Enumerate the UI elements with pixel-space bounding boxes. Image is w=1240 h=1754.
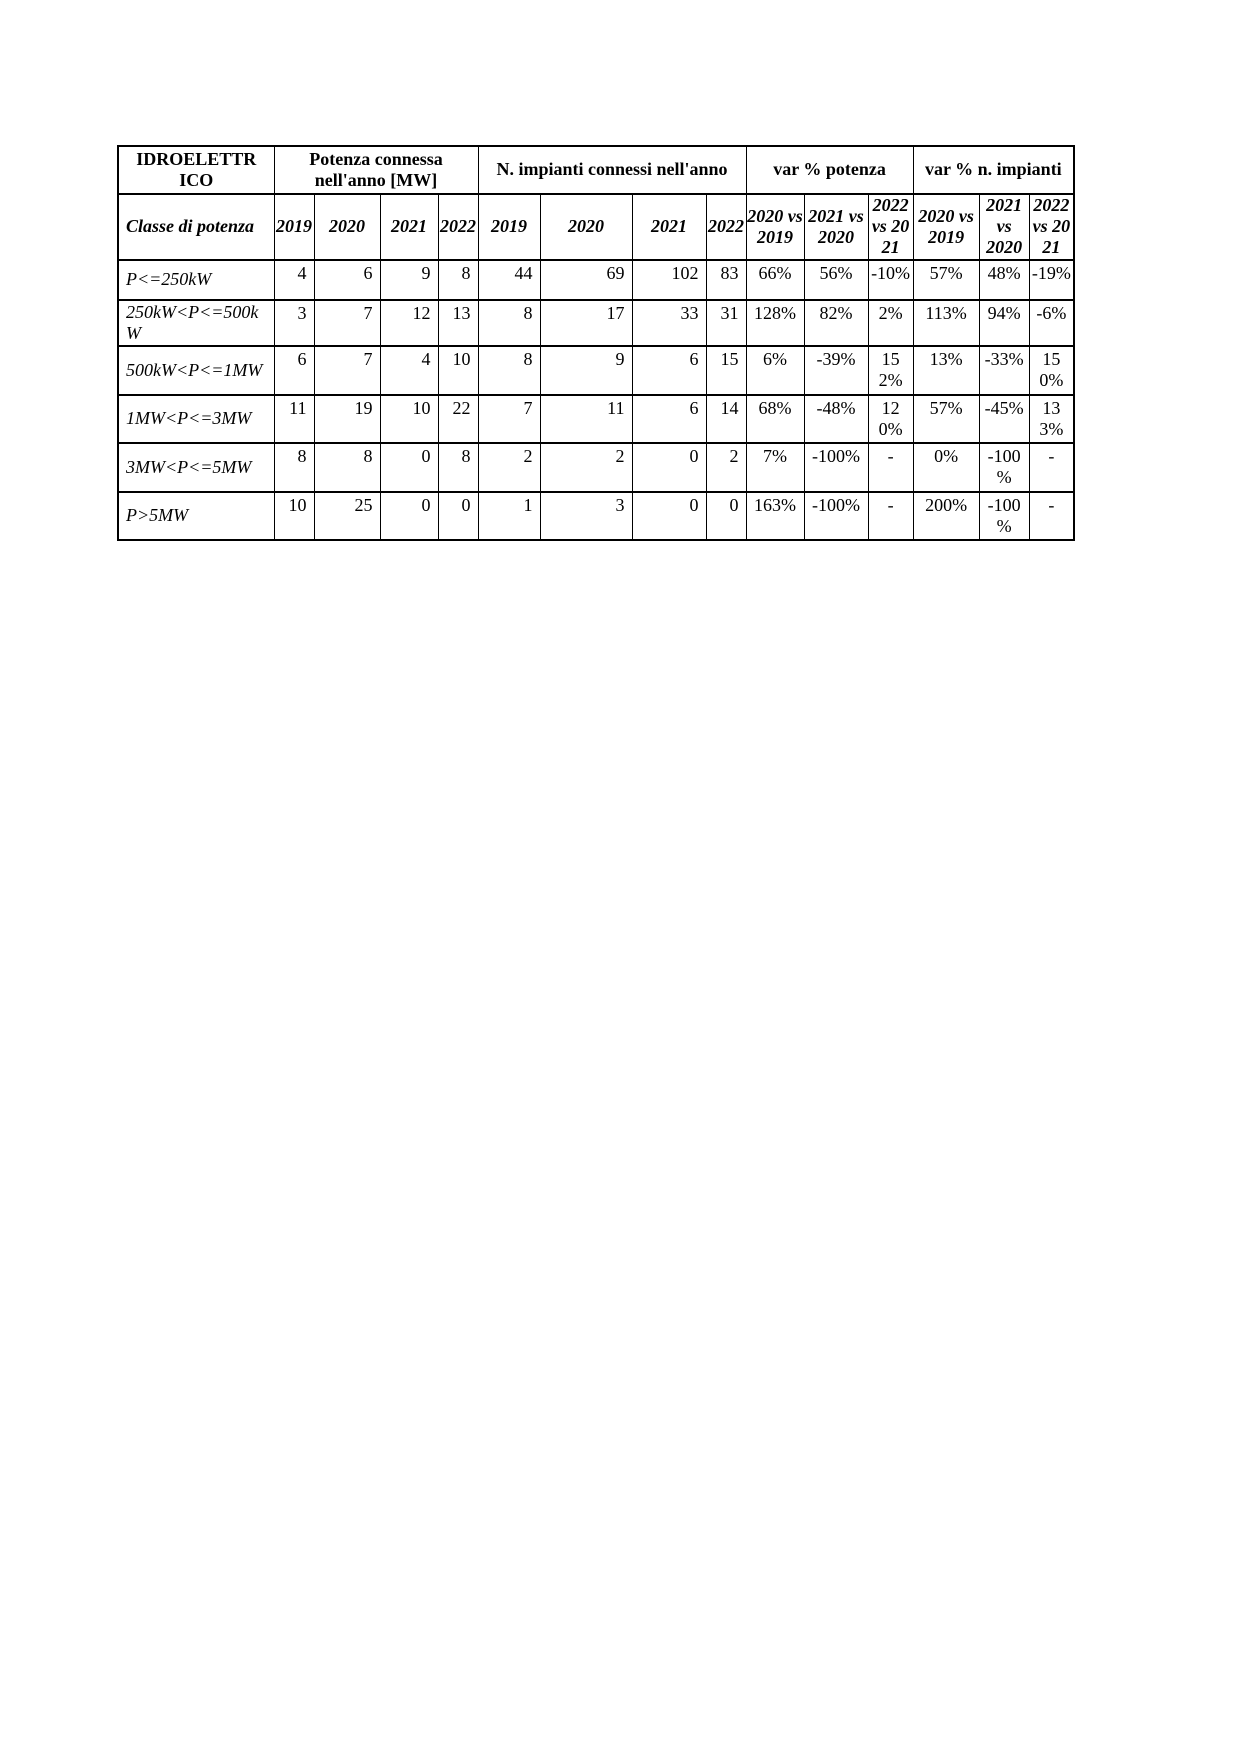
percent-cell: 7% [746, 443, 804, 491]
percent-cell: -100% [804, 492, 868, 540]
value-cell: 22 [438, 395, 478, 443]
value-cell: 7 [478, 395, 540, 443]
percent-cell: - [868, 492, 913, 540]
table-row [118, 260, 1074, 300]
row-header-label: Classe di potenza [118, 194, 274, 260]
value-cell: 13 [438, 300, 478, 346]
value-cell: 10 [380, 395, 438, 443]
value-cell: 10 [274, 492, 314, 540]
row-label: 500kW<P<=1MW [118, 346, 274, 394]
value-cell: 11 [540, 395, 632, 443]
group-header-3: var % potenza [746, 146, 913, 194]
value-cell: 2 [706, 443, 746, 491]
row-label: P<=250kW [118, 260, 274, 300]
column-header: 2021 vs 2020 [804, 194, 868, 260]
percent-cell: - [1029, 443, 1074, 491]
corner-title: IDROELETTRICO [118, 146, 274, 194]
value-cell: 6 [314, 260, 380, 300]
percent-cell: -100% [804, 443, 868, 491]
group-header-4: var % n. impianti [913, 146, 1074, 194]
value-cell: 8 [314, 443, 380, 491]
percent-cell: - [1029, 492, 1074, 540]
percent-cell: 113% [913, 300, 979, 346]
percent-cell: -48% [804, 395, 868, 443]
column-header: 2022 vs 2021 [868, 194, 913, 260]
table-row [118, 300, 1074, 346]
value-cell: 7 [314, 346, 380, 394]
value-cell: 8 [438, 443, 478, 491]
column-header: 2022 vs 2021 [1029, 194, 1074, 260]
value-cell: 0 [380, 492, 438, 540]
value-cell: 11 [274, 395, 314, 443]
value-cell: 2 [540, 443, 632, 491]
column-header: 2020 [314, 194, 380, 260]
row-label: P>5MW [118, 492, 274, 540]
percent-cell: 48% [979, 260, 1029, 300]
percent-cell: 128% [746, 300, 804, 346]
column-header: 2022 [706, 194, 746, 260]
value-cell: 8 [274, 443, 314, 491]
value-cell: 6 [632, 346, 706, 394]
table-body [118, 260, 1074, 540]
column-header: 2022 [438, 194, 478, 260]
value-cell: 8 [478, 346, 540, 394]
value-cell: 0 [706, 492, 746, 540]
group-header-1: Potenza connessa nell'anno [MW] [274, 146, 478, 194]
percent-cell: 150% [1029, 346, 1074, 394]
row-label: 250kW<P<=500kW [118, 300, 274, 346]
value-cell: 31 [706, 300, 746, 346]
row-label: 1MW<P<=3MW [118, 395, 274, 443]
idroelettrico-table [117, 145, 1075, 541]
percent-cell: - [868, 443, 913, 491]
percent-cell: 57% [913, 395, 979, 443]
percent-cell: 6% [746, 346, 804, 394]
value-cell: 2 [478, 443, 540, 491]
value-cell: 9 [380, 260, 438, 300]
value-cell: 8 [438, 260, 478, 300]
value-cell: 3 [274, 300, 314, 346]
value-cell: 0 [438, 492, 478, 540]
value-cell: 10 [438, 346, 478, 394]
value-cell: 83 [706, 260, 746, 300]
value-cell: 25 [314, 492, 380, 540]
percent-cell: 94% [979, 300, 1029, 346]
value-cell: 0 [632, 492, 706, 540]
percent-cell: -10% [868, 260, 913, 300]
value-cell: 14 [706, 395, 746, 443]
value-cell: 44 [478, 260, 540, 300]
value-cell: 7 [314, 300, 380, 346]
value-cell: 1 [478, 492, 540, 540]
percent-cell: -33% [979, 346, 1029, 394]
percent-cell: 133% [1029, 395, 1074, 443]
value-cell: 69 [540, 260, 632, 300]
value-cell: 6 [274, 346, 314, 394]
percent-cell: 13% [913, 346, 979, 394]
percent-cell: 120% [868, 395, 913, 443]
percent-cell: 152% [868, 346, 913, 394]
value-cell: 3 [540, 492, 632, 540]
value-cell: 9 [540, 346, 632, 394]
percent-cell: 56% [804, 260, 868, 300]
percent-cell: 2% [868, 300, 913, 346]
value-cell: 19 [314, 395, 380, 443]
percent-cell: 57% [913, 260, 979, 300]
column-header: 2021 [380, 194, 438, 260]
year-header-row [118, 194, 1074, 260]
percent-cell: -100% [979, 443, 1029, 491]
percent-cell: -100% [979, 492, 1029, 540]
group-header-2: N. impianti connessi nell'anno [478, 146, 746, 194]
column-header: 2019 [274, 194, 314, 260]
percent-cell: -45% [979, 395, 1029, 443]
column-header: 2020 [540, 194, 632, 260]
column-header: 2020 vs 2019 [913, 194, 979, 260]
table-row [118, 443, 1074, 491]
value-cell: 4 [380, 346, 438, 394]
value-cell: 0 [632, 443, 706, 491]
column-header: 2019 [478, 194, 540, 260]
value-cell: 33 [632, 300, 706, 346]
column-header: 2021 [632, 194, 706, 260]
percent-cell: 163% [746, 492, 804, 540]
percent-cell: -39% [804, 346, 868, 394]
percent-cell: 66% [746, 260, 804, 300]
percent-cell: -6% [1029, 300, 1074, 346]
percent-cell: 200% [913, 492, 979, 540]
percent-cell: 68% [746, 395, 804, 443]
percent-cell: 0% [913, 443, 979, 491]
value-cell: 12 [380, 300, 438, 346]
row-label: 3MW<P<=5MW [118, 443, 274, 491]
column-header: 2021 vs 2020 [979, 194, 1029, 260]
value-cell: 0 [380, 443, 438, 491]
value-cell: 8 [478, 300, 540, 346]
value-cell: 4 [274, 260, 314, 300]
value-cell: 15 [706, 346, 746, 394]
value-cell: 6 [632, 395, 706, 443]
group-header-row [118, 146, 1074, 194]
value-cell: 17 [540, 300, 632, 346]
percent-cell: -19% [1029, 260, 1074, 300]
table-row [118, 346, 1074, 394]
table-header [118, 146, 1074, 260]
table-row [118, 492, 1074, 540]
value-cell: 102 [632, 260, 706, 300]
percent-cell: 82% [804, 300, 868, 346]
column-header: 2020 vs 2019 [746, 194, 804, 260]
table-row [118, 395, 1074, 443]
